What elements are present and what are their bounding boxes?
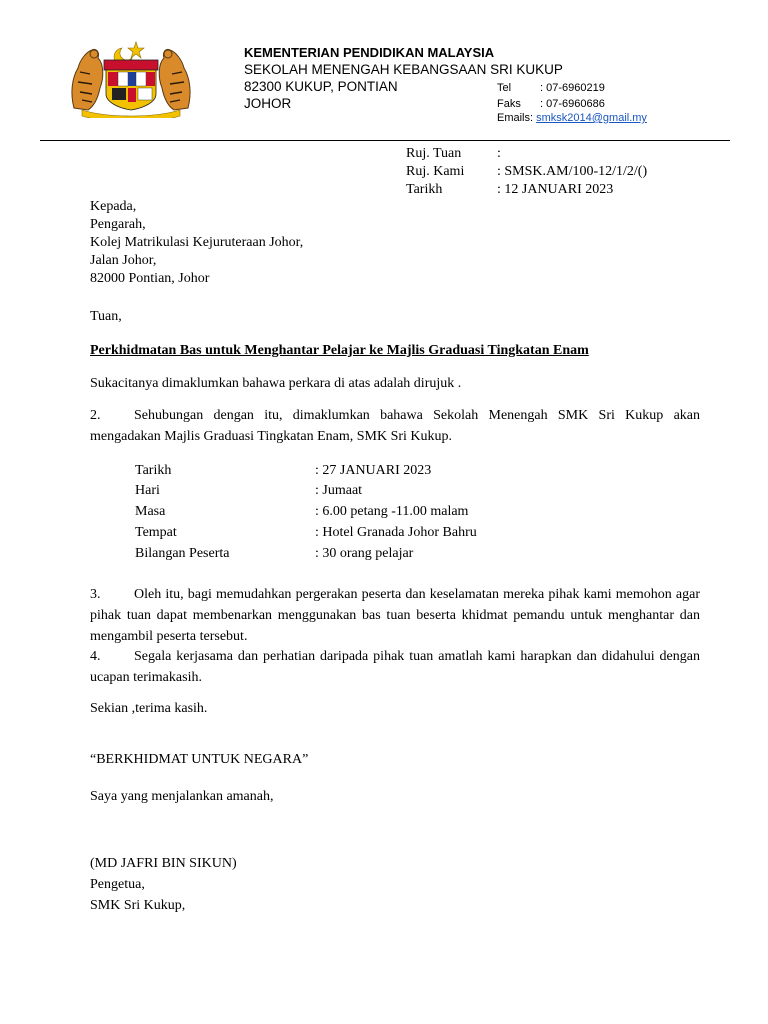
intro-paragraph: Sukacitanya dimaklumkan bahawa perkara di atas adalah dirujuk . (90, 376, 462, 391)
detail-label-tarikh: Tarikh (135, 463, 172, 478)
ministry-name: KEMENTERIAN PENDIDIKAN MALAYSIA (244, 45, 495, 60)
ruj-tuan-value: : (497, 146, 501, 161)
ruj-kami-value: : SMSK.AM/100-12/1/2/() (497, 164, 648, 179)
detail-value-tempat: : Hotel Granada Johor Bahru (315, 525, 477, 540)
recipient-line-1: Kepada, (90, 199, 137, 214)
coat-of-arms-logo (68, 38, 194, 118)
ruj-tuan-label: Ruj. Tuan (406, 146, 462, 161)
paragraph-2-number: 2. (90, 408, 101, 423)
signatory-school: SMK Sri Kukup, (90, 898, 186, 913)
tel-label: Tel (497, 82, 512, 94)
signatory-title: Pengetua, (90, 877, 145, 892)
paragraph-4-text: Segala kerjasama dan perhatian daripada pihak tuan amatlah kami harapkan dan didahului dengan ucapan terimakasih. (90, 649, 700, 685)
trust-line: Saya yang menjalankan amanah, (90, 789, 274, 804)
signatory-name: (MD JAFRI BIN SIKUN) (90, 856, 237, 871)
paragraph-3-text: Oleh itu, bagi memudahkan pergerakan peserta dan keselamatan mereka pihak kami memohon agar pihak tuan dapat membenarkan menggunakan bas tuan beserta khidmat pemandu untuk menghantar dan mengambil peserta tersebut. (90, 587, 700, 644)
salutation: Tuan, (90, 309, 122, 324)
email-row (497, 112, 647, 124)
recipient-line-3: Kolej Matrikulasi Kejuruteraan Johor, (90, 235, 304, 250)
detail-label-tempat: Tempat (135, 525, 177, 540)
detail-value-tarikh: : 27 JANUARI 2023 (315, 463, 432, 478)
subject-line: Perkhidmatan Bas untuk Menghantar Pelajar ke Majlis Graduasi Tingkatan Enam (90, 343, 589, 358)
detail-label-hari: Hari (135, 483, 160, 498)
paragraph-3 (90, 584, 700, 647)
address-line-2: JOHOR (244, 96, 292, 111)
paragraph-2 (90, 405, 700, 447)
email-link[interactable]: smksk2014@gmail.my (536, 112, 647, 124)
fax-value: : 07-6960686 (540, 98, 605, 110)
detail-value-bilangan: : 30 orang pelajar (315, 546, 414, 561)
tarikh-value: : 12 JANUARI 2023 (497, 182, 614, 197)
ruj-kami-label: Ruj. Kami (406, 164, 465, 179)
detail-label-masa: Masa (135, 504, 166, 519)
recipient-line-2: Pengarah, (90, 217, 146, 232)
detail-value-masa: : 6.00 petang -11.00 malam (315, 504, 469, 519)
fax-label: Faks (497, 98, 521, 110)
motto: “BERKHIDMAT UNTUK NEGARA” (90, 752, 309, 767)
recipient-line-4: Jalan Johor, (90, 253, 157, 268)
paragraph-3-number: 3. (90, 587, 101, 602)
school-name: SEKOLAH MENENGAH KEBANGSAAN SRI KUKUP (244, 62, 563, 77)
paragraph-4-number: 4. (90, 649, 101, 664)
tarikh-label: Tarikh (406, 182, 443, 197)
address-line-1: 82300 KUKUP, PONTIAN (244, 79, 398, 94)
closing: Sekian ,terima kasih. (90, 701, 208, 716)
letterhead-divider (40, 140, 730, 141)
tel-value: : 07-6960219 (540, 82, 605, 94)
paragraph-4 (90, 646, 700, 688)
detail-value-hari: : Jumaat (315, 483, 363, 498)
recipient-line-5: 82000 Pontian, Johor (90, 271, 210, 286)
paragraph-2-text: Sehubungan dengan itu, dimaklumkan bahawa Sekolah Menengah SMK Sri Kukup akan mengadakan Majlis Graduasi Tingkatan Enam, SMK Sri Kukup. (90, 408, 700, 444)
email-label: Emails: (497, 112, 534, 124)
detail-label-bilangan: Bilangan Peserta (135, 546, 230, 561)
